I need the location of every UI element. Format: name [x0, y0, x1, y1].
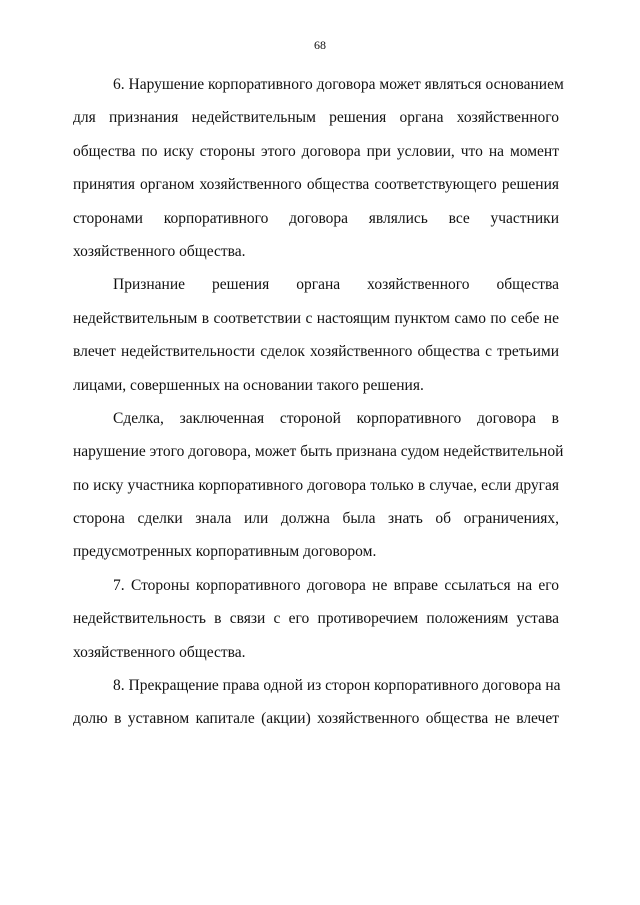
text-line: сторонами корпоративного договора являлись все участники [73, 209, 559, 227]
text-line: 7. Стороны корпоративного договора не вправе ссылаться на его [113, 576, 559, 594]
paragraph-7 [73, 569, 559, 669]
text-line: общества по иску стороны этого договора при условии, что на момент [73, 142, 559, 160]
text-line: принятия органом хозяйственного общества соответствующего решения [73, 176, 559, 194]
text-line: лицами, совершенных на основании такого решения. [73, 376, 424, 394]
text-line: предусмотренных корпоративным договором. [73, 543, 377, 561]
text-line: Признание решения органа хозяйственного общества [113, 276, 559, 294]
paragraph-transaction [73, 402, 564, 569]
text-line: недействительность в связи с его противоречием положениям устава [73, 610, 559, 628]
text-line: по иску участника корпоративного договора только в случае, если другая [73, 476, 559, 494]
text-line: недействительным в соответствии с настоящим пунктом само по себе не [73, 309, 559, 327]
paragraph-invalidity [73, 268, 559, 402]
page-number: 68 [314, 38, 326, 52]
body-text [73, 68, 564, 736]
paragraph-6 [73, 68, 564, 268]
text-line: влечет недействительности сделок хозяйственного общества с третьими [73, 343, 559, 361]
text-line: нарушение этого договора, может быть признана судом недействительной [73, 443, 564, 461]
text-line: сторона сделки знала или должна была знать об ограничениях, [73, 510, 559, 528]
text-line: Сделка, заключенная стороной корпоративного договора в [113, 409, 559, 427]
text-line: 8. Прекращение права одной из сторон корпоративного договора на [113, 677, 561, 695]
text-line: хозяйственного общества. [73, 643, 246, 661]
text-line: хозяйственного общества. [73, 242, 246, 260]
text-line: долю в уставном капитале (акции) хозяйственного общества не влечет [73, 710, 559, 728]
text-line: 6. Нарушение корпоративного договора может являться основанием [113, 76, 564, 93]
paragraph-8 [73, 669, 559, 736]
text-line: для признания недействительным решения органа хозяйственного [73, 109, 559, 127]
